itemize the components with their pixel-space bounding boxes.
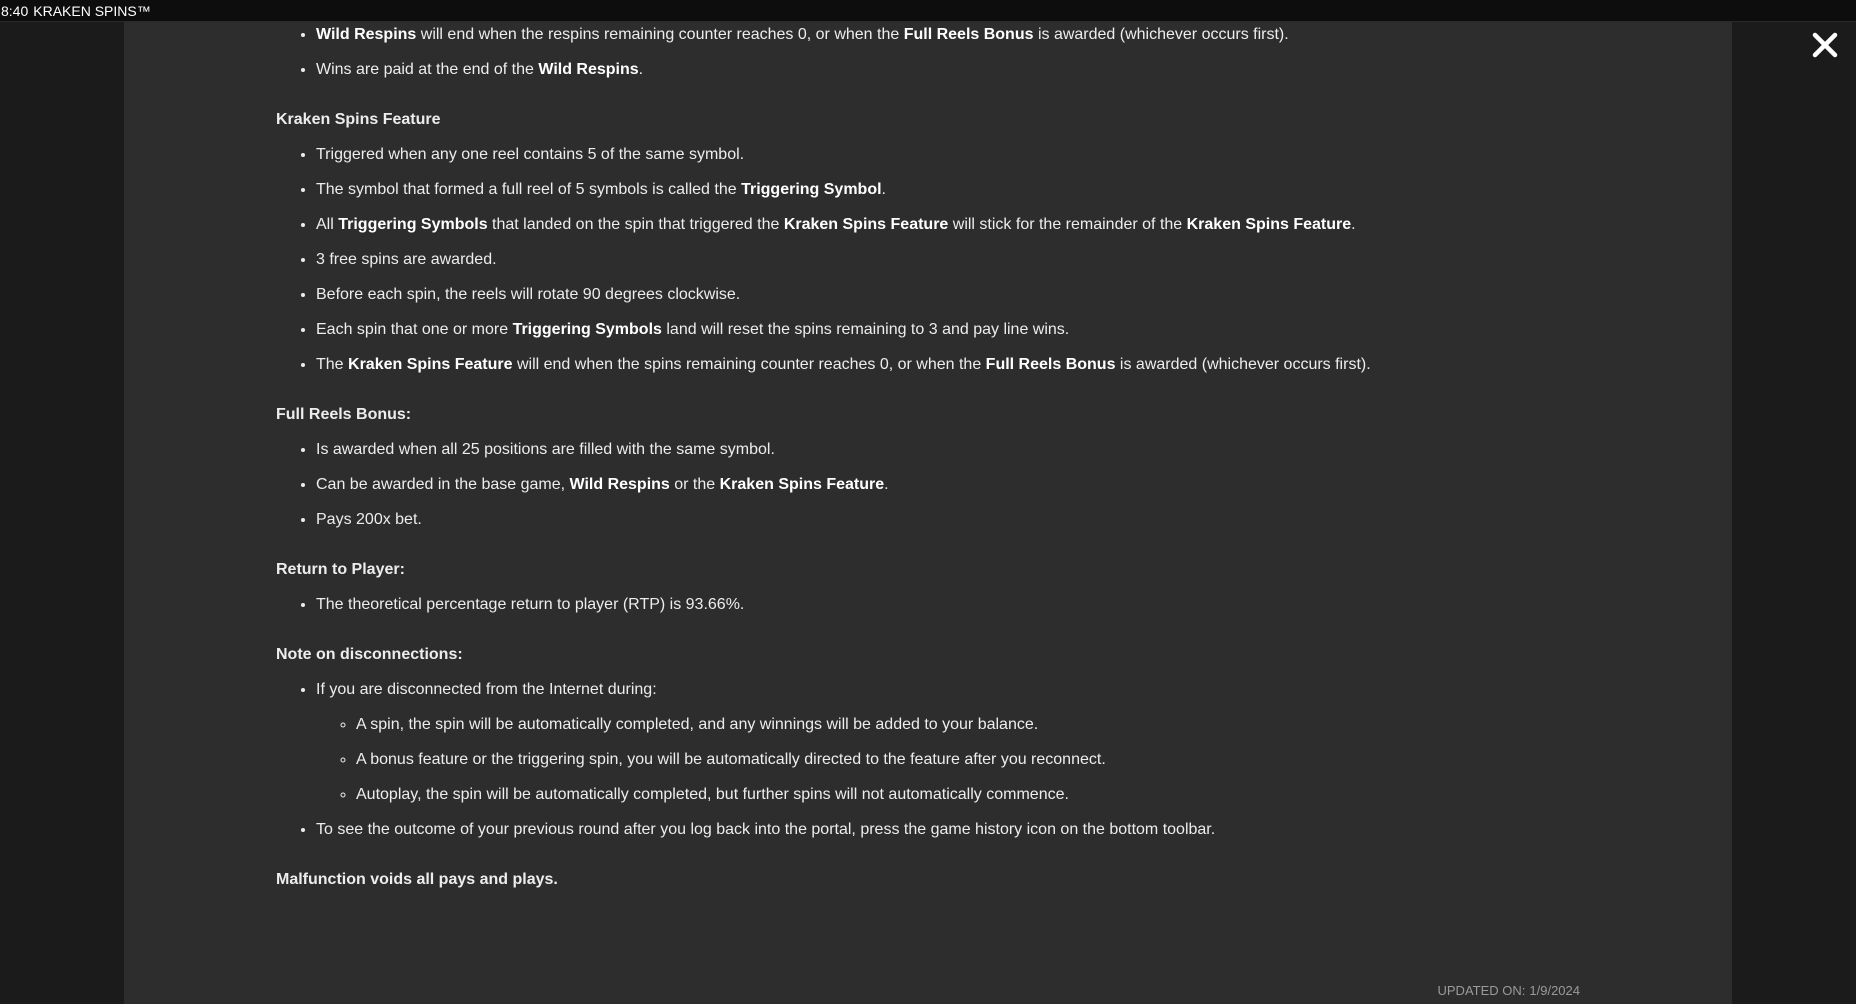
- list-item: [316, 595, 1656, 615]
- list-item: [316, 180, 1656, 200]
- list-item: ◦ A spin, the spin will be automatically completed, and any winnings will be added to your balance.: [356, 715, 1656, 735]
- text-segment: 3 free spins are awarded.: [316, 251, 497, 268]
- text-segment: The: [316, 356, 349, 373]
- bold-term: Triggering Symbols: [338, 216, 488, 233]
- kraken-spins-list: [276, 145, 1656, 375]
- bold-term: Kraken Spins Feature: [783, 216, 949, 233]
- close-button[interactable]: [1810, 30, 1840, 60]
- wild-respins-list: [276, 25, 1656, 80]
- list-item: [316, 60, 1656, 80]
- text-segment: will end when the spins remaining counter reaches 0, or when the: [512, 356, 986, 373]
- bold-term: Full Reels Bonus: [903, 26, 1034, 43]
- section-heading-disconnections: Note on disconnections:: [276, 646, 463, 663]
- text-segment: will stick for the remainder of the: [948, 216, 1187, 233]
- text-segment: The symbol that formed a full reel of 5 symbols is called the: [316, 181, 742, 198]
- updated-on-date: 1/9/2024: [1529, 983, 1580, 998]
- list-item: [316, 215, 1656, 235]
- text-segment: that landed on the spin that triggered the: [487, 216, 784, 233]
- list-item: [316, 355, 1656, 375]
- text-segment: Before each spin, the reels will rotate 90 degrees clockwise.: [316, 286, 741, 303]
- text-segment: All: [316, 216, 339, 233]
- bold-term: Wild Respins: [569, 476, 670, 493]
- list-item: [316, 285, 1656, 305]
- text-segment: or the: [669, 476, 720, 493]
- list-item: ◦ Autoplay, the spin will be automatically completed, but further spins will not automatically commence.: [356, 785, 1656, 805]
- bold-term: Kraken Spins Feature: [348, 356, 513, 373]
- title-bar-text: [1, 3, 156, 19]
- section-heading-full-reels-bonus: Full Reels Bonus:: [276, 406, 412, 423]
- list-item: [316, 475, 1656, 495]
- bold-term: Full Reels Bonus: [985, 356, 1116, 373]
- list-item: [316, 320, 1656, 340]
- text-segment: land will reset the spins remaining to 3 and pay line wins.: [661, 321, 1070, 338]
- text-segment: is awarded (whichever occurs first).: [1115, 356, 1371, 373]
- full-reels-list: [276, 440, 1656, 530]
- list-item: [316, 680, 1656, 805]
- bold-term: Wild Respins: [538, 61, 639, 78]
- close-icon: [1810, 30, 1840, 60]
- list-item: [316, 510, 1656, 530]
- text-segment: will end when the respins remaining counter reaches 0, or when the: [416, 26, 904, 43]
- updated-on: [1434, 983, 1581, 998]
- help-content: [276, 22, 1656, 890]
- text-segment: Triggered when any one reel contains 5 of the same symbol.: [316, 146, 745, 163]
- disconnections-list: [276, 680, 1656, 840]
- text-segment: Wins are paid at the end of the: [316, 61, 539, 78]
- text-segment: .: [884, 476, 889, 493]
- bold-term: Triggering Symbols: [512, 321, 662, 338]
- text-segment: Is awarded when all 25 positions are filled with the same symbol.: [316, 441, 775, 458]
- text-segment: is awarded (whichever occurs first).: [1033, 26, 1289, 43]
- text-segment: Each spin that one or more: [316, 321, 513, 338]
- disconnections-sublist: [316, 715, 1656, 805]
- list-item: ◦ A bonus feature or the triggering spin, you will be automatically directed to the feature after you reconnect.: [356, 750, 1656, 770]
- help-panel[interactable]: [124, 22, 1732, 1004]
- list-item: • To see the outcome of your previous round after you log back into the portal, press the game history icon on the bottom toolbar.: [316, 820, 1656, 840]
- section-heading-rtp: Return to Player:: [276, 561, 405, 578]
- text-segment: Pays 200x bet.: [316, 511, 422, 528]
- disconnections-intro: If you are disconnected from the Internet during:: [316, 681, 657, 698]
- text-segment: .: [638, 61, 644, 78]
- bold-term: Triggering Symbol: [741, 181, 882, 198]
- section-heading-kraken-spins: Kraken Spins Feature: [276, 111, 441, 128]
- clock: 8:40: [1, 3, 29, 19]
- game-title: KRAKEN SPINS™: [33, 3, 151, 19]
- bold-term: Kraken Spins Feature: [1186, 216, 1352, 233]
- list-item: [316, 440, 1656, 460]
- text-segment: Can be awarded in the base game,: [316, 476, 570, 493]
- bold-term: Kraken Spins Feature: [719, 476, 885, 493]
- malfunction-notice: Malfunction voids all pays and plays.: [276, 871, 558, 888]
- text-segment: .: [881, 181, 886, 198]
- rtp-list: [276, 595, 1656, 615]
- list-item: [316, 25, 1656, 45]
- bold-term: Wild Respins: [316, 26, 417, 43]
- text-segment: .: [1351, 216, 1356, 233]
- updated-on-label: UPDATED ON:: [1437, 983, 1526, 998]
- list-item: [316, 250, 1656, 270]
- list-item: [316, 145, 1656, 165]
- title-bar: [0, 0, 1856, 22]
- text-segment: The theoretical percentage return to player (RTP) is 93.66%.: [316, 596, 745, 613]
